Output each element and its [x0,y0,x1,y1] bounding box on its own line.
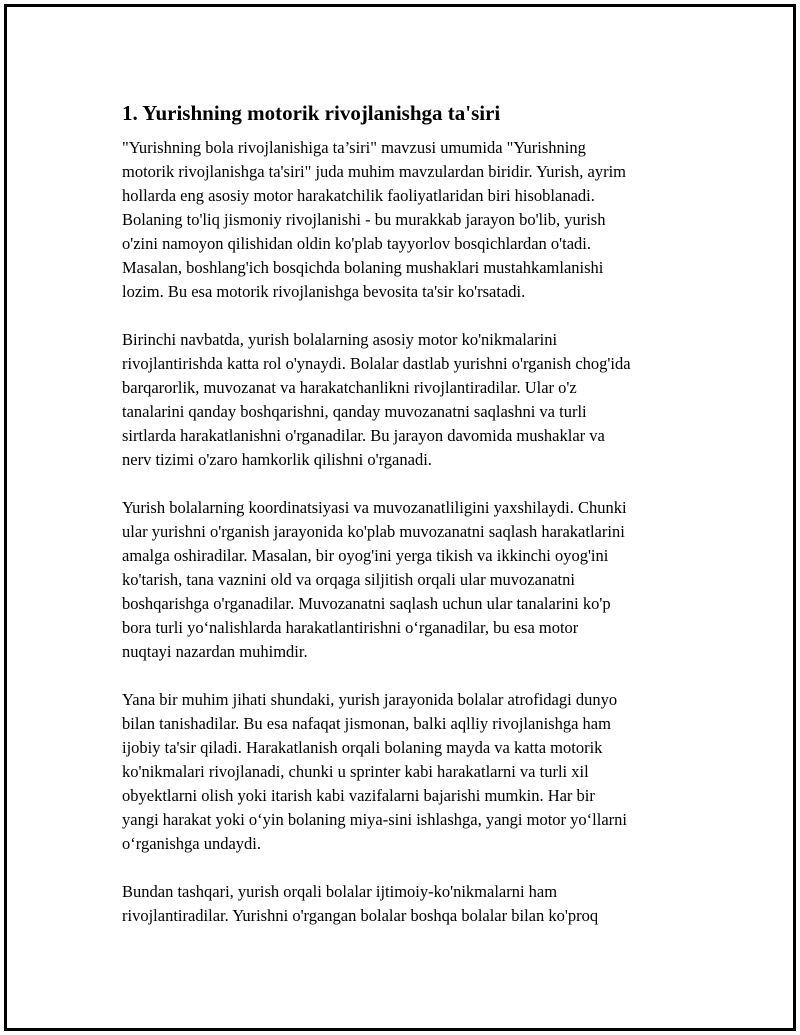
text-line: ular yurishni o'rganish jarayonida ko'plab muvozanatni saqlash harakatlarini [122,522,625,541]
text-line: motorik rivojlanishga ta'siri" juda muhim mavzulardan biridir. Yurish, ayrim [122,162,627,181]
text-line: obyektlarni olish yoki itarish kabi vazifalarni bajarishi mumkin. Har bir [122,786,595,805]
text-line: ko'tarish, tana vaznini old va orqaga siljitish orqali ular muvozanatni [122,570,575,589]
text-line: Masalan, boshlang'ich bosqichda bolaning mushaklari mustahkamlanishi [122,258,604,277]
text-line: hollarda eng asosiy motor harakatchilik faoliyatlaridan biri hisoblanadi. [122,186,595,205]
paragraph-3 [122,496,722,664]
text-line: Birinchi navbatda, yurish bolalarning asosiy motor ko'nikmalarini [122,330,558,349]
text-line: Yurish bolalarning koordinatsiyasi va muvozanatliligini yaxshilaydi. Chunki [122,498,627,517]
text-line: o'zini namoyon qilishidan oldin ko'plab tayyorlov bosqichlardan o'tadi. [122,234,592,253]
text-line: o‘rganishga undaydi. [122,834,262,853]
text-line: "Yurishning bola rivojlanishiga ta’siri" mavzusi umumida "Yurishning [122,138,586,157]
text-line: Bundan tashqari, yurish orqali bolalar ijtimoiy-ko'nikmalarni ham [122,882,558,901]
paragraph-4 [122,688,722,856]
text-line: rivojlantirishda katta rol o'ynaydi. Bolalar dastlab yurishni o'rganish chog'ida [122,354,631,373]
text-line: bora turli yo‘nalishlarda harakatlantirishni o‘rganadilar, bu esa motor [122,618,579,637]
paragraph-2 [122,328,722,472]
text-line: ijobiy ta'sir qiladi. Harakatlanish orqali bolaning mayda va katta motorik [122,738,603,757]
document-body [122,99,722,952]
text-line: Bolaning to'liq jismoniy rivojlanishi - bu murakkab jarayon bo'lib, yurish [122,210,606,229]
text-line: Yana bir muhim jihati shundaki, yurish jarayonida bolalar atrofidagi dunyo [122,690,618,709]
text-line: yangi harakat yoki o‘yin bolaning miya-sini ishlashga, yangi motor yo‘llarni [122,810,627,829]
text-line: nuqtayi nazardan muhimdir. [122,642,308,661]
text-line: nerv tizimi o'zaro hamkorlik qilishni o'rganadi. [122,450,432,469]
section-heading: 1. Yurishning motorik rivojlanishga ta'siri [122,101,501,125]
text-line: boshqarishga o'rganadilar. Muvozanatni saqlash uchun ular tanalarini ko'p [122,594,611,613]
text-line: tanalarini qanday boshqarishni, qanday muvozanatni saqlashni va turli [122,402,587,421]
text-line: rivojlantiradilar. Yurishni o'rgangan bolalar boshqa bolalar bilan ko'proq [122,906,599,925]
text-line: sirtlarda harakatlanishni o'rganadilar. Bu jarayon davomida mushaklar va [122,426,605,445]
text-line: ko'nikmalari rivojlanadi, chunki u sprinter kabi harakatlarni va turli xil [122,762,589,781]
page-frame [4,4,796,1031]
text-line: amalga oshiradilar. Masalan, bir oyog'ini yerga tikish va ikkinchi oyog'ini [122,546,609,565]
text-line: lozim. Bu esa motorik rivojlanishga bevosita ta'sir ko'rsatadi. [122,282,526,301]
paragraph-1 [122,136,722,304]
paragraph-5 [122,880,722,928]
text-line: bilan tanishadilar. Bu esa nafaqat jismonan, balki aqlliy rivojlanishga ham [122,714,611,733]
text-line: barqarorlik, muvozanat va harakatchanlikni rivojlantiradilar. Ular o'z [122,378,577,397]
